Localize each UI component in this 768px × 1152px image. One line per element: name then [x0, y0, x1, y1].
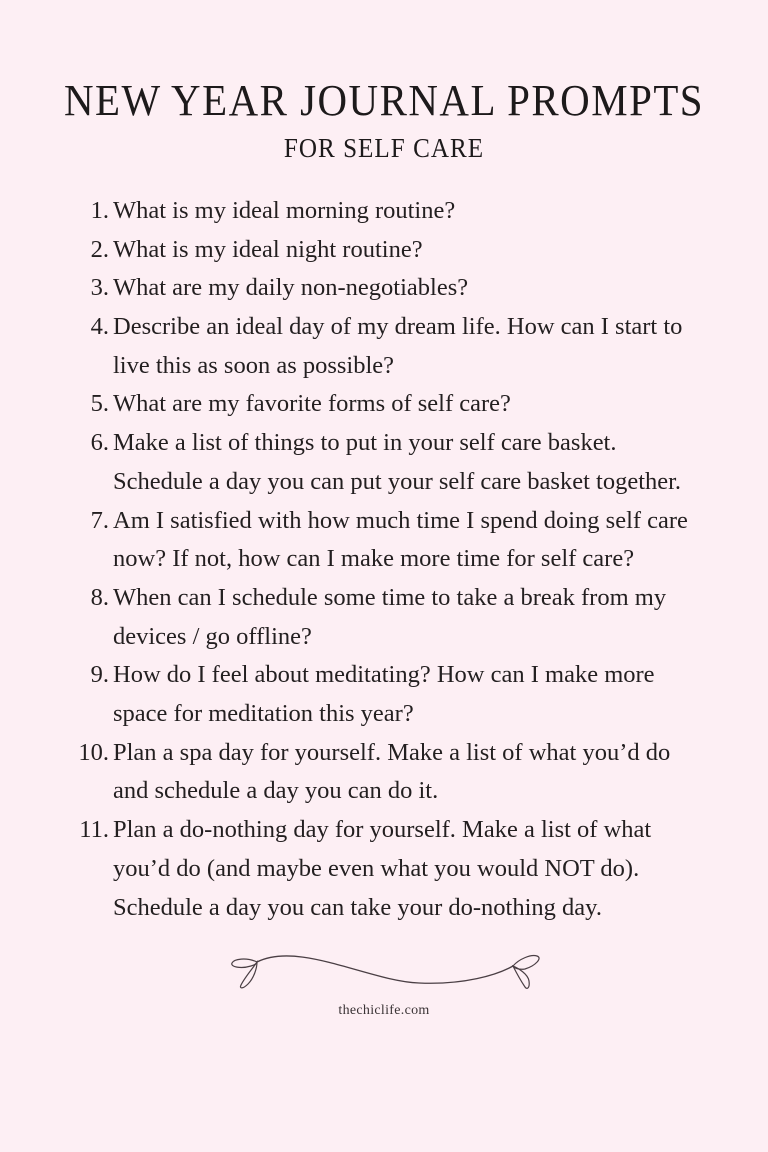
list-item: [61, 192, 707, 231]
list-item: [61, 308, 707, 385]
leaf-flourish-divider-icon: [219, 943, 549, 991]
list-item-text: What is my ideal morning routine?: [113, 196, 456, 224]
list-item-text: Make a list of things to put in your self care basket. Schedule a day you can put your self care basket together.: [113, 429, 682, 495]
journal-prompt-list: [61, 192, 707, 927]
list-item-number: 11.: [79, 816, 109, 844]
list-item: [61, 424, 707, 501]
list-item-number: 9.: [90, 661, 109, 689]
list-item-text: Plan a spa day for yourself. Make a list of what you’d do and schedule a day you can do it.: [113, 738, 671, 805]
poster-header: [0, 78, 768, 164]
list-item: [61, 734, 707, 811]
list-item-text: What are my daily non-negotiables?: [113, 274, 469, 302]
list-item: [61, 656, 707, 733]
list-item-number: 4.: [90, 312, 109, 340]
list-item-number: 1.: [90, 196, 109, 224]
list-item-text: How do I feel about meditating? How can I make more space for meditation this year?: [113, 661, 655, 728]
page-title: NEW YEAR JOURNAL PROMPTS: [63, 76, 705, 125]
list-item-text: Describe an ideal day of my dream life. How can I start to live this as soon as possible?: [113, 312, 683, 379]
list-item-number: 2.: [90, 235, 109, 263]
list-item-text: What is my ideal night routine?: [113, 235, 423, 263]
list-item: [61, 579, 707, 656]
list-item: [61, 231, 707, 270]
page-subtitle: FOR SELF CARE: [283, 133, 485, 164]
list-item-number: 7.: [90, 506, 109, 534]
list-item-number: 3.: [90, 274, 109, 302]
list-item-number: 10.: [78, 738, 109, 766]
list-item-number: 6.: [90, 429, 109, 457]
list-item-text: When can I schedule some time to take a break from my devices / go offline?: [113, 583, 667, 650]
list-item-number: 5.: [90, 390, 109, 418]
footer-website: thechiclife.com: [338, 1003, 430, 1019]
list-item-text: Am I satisfied with how much time I spend doing self care now? If not, how can I make more time for self care?: [113, 506, 688, 573]
list-item-text: What are my favorite forms of self care?: [113, 390, 511, 418]
list-item: [61, 269, 707, 308]
list-item: [61, 811, 707, 927]
list-item-number: 8.: [90, 583, 109, 611]
list-item-text: Plan a do-nothing day for yourself. Make a list of what you’d do (and maybe even what you would NOT do). Schedule a day you can take your do-nothing day.: [113, 816, 652, 921]
list-item: [61, 502, 707, 579]
list-item: [61, 385, 707, 424]
